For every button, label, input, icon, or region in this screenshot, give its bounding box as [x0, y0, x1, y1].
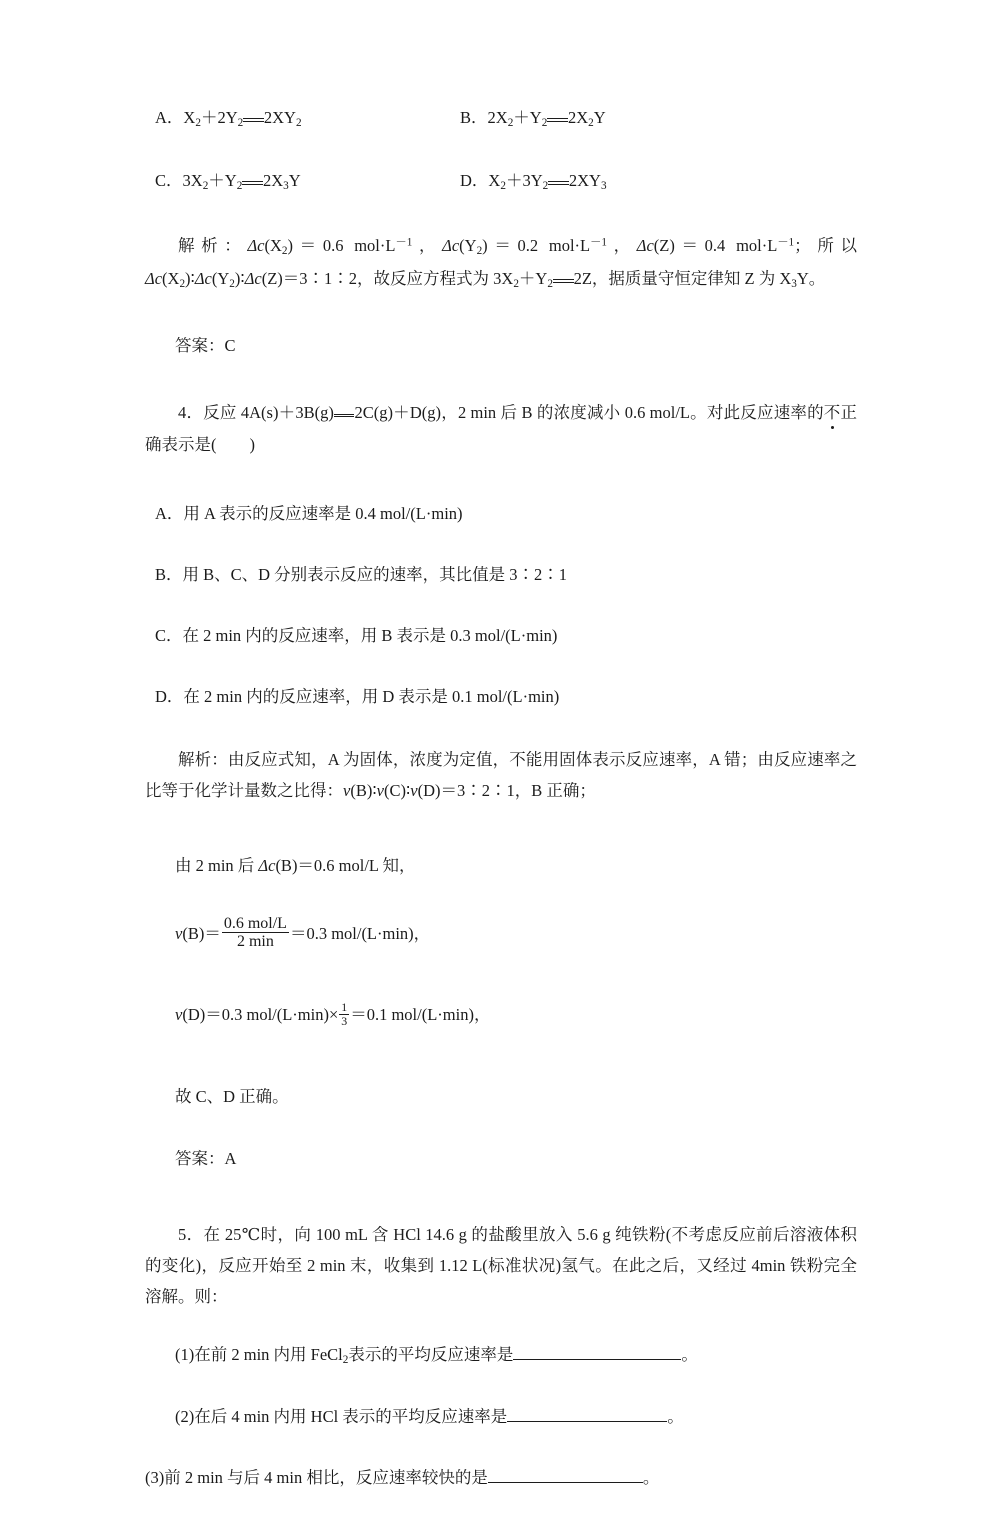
q5-sub-question-1: [145, 1341, 857, 1366]
q3-option-b-x: X: [495, 108, 508, 127]
delta-symbol: Δ: [244, 268, 255, 288]
var-v: v: [376, 781, 384, 801]
q4-answer: [145, 1148, 857, 1170]
q4-stem-part1: 反应 4A(s)＋3B(g): [203, 403, 334, 423]
end-text: Y。: [796, 268, 826, 288]
q5-stem-line1: 在 25℃时，向 100 mL 含 HCl 14.6 g 的盐酸里放入 5.6 g 纯铁粉(不考虑反应前后溶: [203, 1224, 807, 1244]
q3-answer: [145, 335, 857, 357]
double-equals-icon: [548, 174, 569, 191]
q3-option-d-label: D．: [460, 171, 489, 191]
q4-solution-line3: [145, 855, 857, 877]
solution-label: 解析：: [178, 750, 228, 770]
q3-option-a[interactable]: [145, 104, 440, 129]
sub: 2: [202, 180, 209, 193]
var-c: c: [204, 268, 212, 288]
double-equals-icon: [243, 111, 264, 128]
species-y: (Y: [211, 268, 230, 288]
coef: 3: [522, 171, 531, 191]
q5-sub-question-3: [145, 1464, 857, 1488]
coef: 2: [487, 108, 496, 127]
conclusion-text: 2Z，据质量守恒定律知 Z 为 X: [573, 268, 792, 288]
species-c: (C)∶: [383, 781, 411, 801]
q3-option-b-y: Y: [529, 108, 542, 127]
q3-option-b-product-x: X: [576, 108, 589, 127]
spacer: [145, 321, 857, 335]
delta-symbol: Δ: [145, 268, 155, 288]
sup: －1: [590, 236, 607, 249]
species-x: (X: [162, 268, 180, 288]
plus-sign: ＋: [208, 171, 225, 191]
answer-label: 答案：: [175, 336, 225, 356]
double-equals-icon: [242, 174, 263, 191]
sub: 2: [281, 245, 288, 258]
q5-sub1-prefix: (1)在前 2 min 内用 FeCl: [175, 1344, 343, 1364]
q3-option-d[interactable]: [440, 167, 607, 192]
solution-label: 解析：: [178, 236, 248, 256]
q5-number: 5．: [178, 1224, 204, 1244]
q3-option-b-label: B．: [460, 108, 488, 127]
q3-option-b-product-y: Y: [593, 108, 606, 127]
answer-value: A: [224, 1149, 237, 1169]
q3-option-c-product-x: X: [271, 171, 284, 191]
q3-option-d-product: XY: [577, 171, 601, 191]
var-v: v: [175, 1005, 183, 1025]
q4-solution: [145, 744, 857, 807]
sub: 2: [542, 180, 549, 193]
q5-sub3-prefix: (3)前 2 min 与后 4 min 相比，反应速率较快的是: [145, 1467, 488, 1487]
q4-solution-conclusion: 故 C、D 正确。: [175, 1087, 289, 1107]
q5-sub1-suffix: 表示的平均反应速率是: [348, 1344, 514, 1364]
var-v: v: [410, 781, 418, 801]
q4-number: 4．: [178, 403, 204, 423]
q4-solution-line1: 由反应式知，A 为固体，浓度为定值，不能用固体表示反应速率，A 错；由反应: [227, 750, 808, 770]
q4-solution-line2-pre: 速率之比等于化学计量数之比得：: [145, 750, 858, 801]
formula-result: ＝0.1 mol/(L·min)，: [350, 1005, 491, 1025]
formula-result: ＝0.3 mol/(L·min)，: [289, 923, 431, 943]
spacer: [145, 1108, 857, 1148]
sub: 3: [791, 277, 797, 290]
coef: 2: [217, 108, 226, 127]
q4-formula-vd: [145, 1001, 857, 1030]
comma: ，: [412, 236, 443, 256]
plus-sign: ＋: [200, 108, 218, 127]
q3-option-d-x: X: [488, 171, 501, 191]
delta-symbol: Δ: [636, 236, 647, 256]
sub: 2: [507, 117, 514, 130]
sub: 3: [283, 180, 289, 193]
q3-solution: [145, 230, 857, 295]
q4-stem-line2-post: 正确表示是(: [145, 403, 857, 454]
q5-stem-line3: min 铁粉完全溶解。则：: [145, 1255, 858, 1307]
sub: 2: [237, 117, 244, 130]
sub: 2: [236, 180, 243, 193]
delta-symbol: Δ: [258, 855, 269, 875]
species-z: (Z)＝0.4 mol·L: [653, 236, 778, 256]
plus-sign: ＋: [513, 108, 530, 127]
ratio-colon: )∶: [185, 268, 195, 288]
value: )＝0.6 mol·L: [287, 236, 396, 256]
q3-option-a-product: XY: [272, 108, 296, 127]
q3-option-c-label: C．: [155, 171, 183, 191]
q3-option-a-y: Y: [225, 108, 238, 127]
species-y: (Y: [459, 236, 477, 256]
fraction: [339, 1001, 349, 1028]
q3-option-c[interactable]: [145, 167, 440, 192]
sub: 2: [342, 1353, 349, 1366]
coef: 3: [182, 171, 191, 191]
species-d-ratio: (D)＝3∶2∶1，B 正确；: [417, 781, 596, 801]
period: 。: [642, 1467, 660, 1487]
period: 。: [667, 1406, 684, 1426]
sub: 2: [500, 180, 506, 193]
double-equals-icon: [334, 406, 355, 423]
sub: 2: [547, 277, 553, 290]
double-equals-icon: [553, 272, 574, 289]
sub: 2: [588, 117, 594, 130]
q5-sub1-answer-blank[interactable]: [513, 1343, 681, 1359]
var-c: c: [257, 236, 265, 256]
q5-sub2-answer-blank[interactable]: [507, 1406, 667, 1422]
fraction-denominator: 2 min: [236, 933, 274, 951]
q3-options-row-2: [145, 167, 857, 192]
var-v: v: [343, 781, 351, 801]
spacer: [145, 877, 857, 917]
var-c: c: [254, 268, 262, 288]
q3-option-c-y: Y: [224, 171, 237, 191]
q3-options-row-1: [145, 104, 857, 129]
comma: ，: [606, 236, 637, 256]
q4-answer-bracket: ): [216, 434, 255, 454]
fraction-denominator: 3: [341, 1013, 348, 1028]
plus-y: ＋Y: [518, 268, 548, 288]
plus-sign: ＋: [505, 171, 523, 191]
delta-symbol: Δ: [442, 236, 452, 256]
var-c: c: [154, 268, 163, 288]
equation-text: (Z)＝3∶1∶2，故反应方程式为 3X: [261, 268, 514, 288]
q5-sub3-answer-blank[interactable]: [488, 1467, 643, 1483]
var-c: c: [451, 236, 460, 256]
q4-stem-part2: 2C(g)＋D(g)，2 min 后 B 的浓度减小 0.6 mol/L。对此反应速率: [354, 403, 808, 423]
sub: 2: [476, 245, 483, 258]
delta-symbol: Δ: [194, 268, 205, 288]
spacer: [145, 1064, 857, 1086]
ratio-colon: )∶: [234, 268, 245, 288]
var-c: c: [646, 236, 654, 256]
spacer: [145, 468, 857, 500]
sub: 2: [195, 117, 201, 130]
q3-option-a-label: A．: [155, 108, 184, 127]
q4-option-c[interactable]: C．在 2 min 内的反应速率，用 B 表示是 0.3 mol/(L·min): [155, 626, 558, 646]
spacer: [145, 357, 857, 397]
formula-arg: (B)＝: [182, 923, 221, 943]
q5-sub-question-2: [145, 1403, 857, 1427]
sub: 3: [600, 180, 607, 193]
fraction: [222, 915, 289, 951]
q3-option-c-x: X: [190, 171, 203, 191]
period: 。: [681, 1344, 698, 1364]
q4-stem: [145, 397, 857, 460]
q4-emphasis-char: 不: [823, 403, 841, 423]
sub: 2: [229, 277, 235, 290]
q3-option-a-x: X: [183, 108, 196, 127]
q4-formula-vb: [145, 917, 857, 953]
species-x: (X: [264, 236, 282, 256]
q3-option-d-y: Y: [530, 171, 543, 191]
spacer: [145, 833, 857, 855]
coef: 2: [567, 108, 577, 127]
fraction-numerator: 0.6 mol/L: [223, 915, 287, 933]
q5-sub2-prefix: (2)在后 4 min 内用 HCl 表示的平均反应速率是: [175, 1406, 508, 1426]
value-text: (B)＝0.6 mol/L 知，: [275, 855, 416, 875]
coef: 2: [263, 108, 273, 127]
q5-stem: [145, 1219, 857, 1313]
sub: 2: [295, 117, 302, 130]
q4-option-a[interactable]: A．用 A 表示的反应速率是 0.4 mol/(L·min): [155, 504, 463, 524]
sup: －1: [395, 236, 413, 249]
q4-option-d[interactable]: D．在 2 min 内的反应速率，用 D 表示是 0.1 mol/(L·min): [155, 687, 560, 707]
prefix-text: 由 2 min 后: [175, 855, 259, 875]
delta-symbol: Δ: [247, 236, 258, 256]
coef: 2: [568, 171, 578, 191]
connector: ；所以: [794, 236, 857, 256]
answer-value: C: [224, 336, 236, 356]
sub: 2: [541, 117, 548, 130]
q3-option-b[interactable]: [440, 104, 606, 129]
value: )＝0.2 mol·L: [482, 236, 591, 256]
fraction-numerator: 1: [341, 999, 348, 1014]
q5-stem-line2: 液体积的变化)，反应开始至 2 min 末，收集到 1.12 L(标准状况)氢气。在此之后，又经过 4: [145, 1224, 858, 1275]
formula-arg: (D)＝0.3 mol/(L·min)×: [182, 1005, 339, 1025]
coef: 2: [262, 171, 272, 191]
q3-option-c-product-y: Y: [288, 171, 301, 191]
double-equals-icon: [547, 111, 568, 128]
spacer: [145, 1171, 857, 1219]
var-c: c: [268, 855, 276, 875]
q4-option-b[interactable]: B．用 B、C、D 分别表示反应的速率，其比值是 3∶2∶1: [155, 565, 568, 585]
q4-stem-line2-pre: 的: [807, 403, 824, 423]
var-v: v: [175, 923, 183, 943]
spacer: [145, 987, 857, 1001]
page-content: [145, 104, 857, 1525]
sub: 2: [513, 277, 519, 290]
answer-label: 答案：: [175, 1149, 225, 1169]
species-b: (B)∶: [350, 781, 377, 801]
sup: －1: [777, 236, 795, 249]
sub: 2: [179, 277, 186, 290]
